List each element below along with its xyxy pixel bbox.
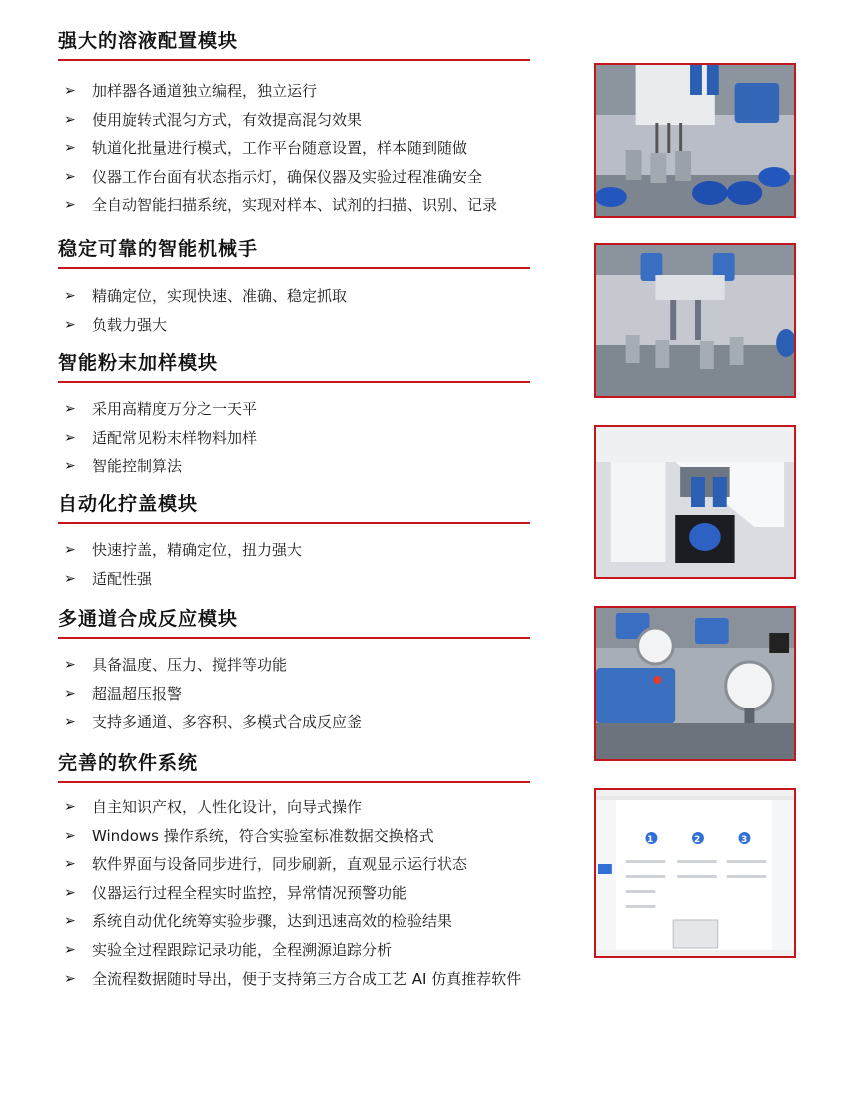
list-item xyxy=(64,536,302,565)
step-badge-2: 2 xyxy=(694,835,701,845)
list-item xyxy=(64,452,257,481)
list-item xyxy=(64,965,521,994)
list-item xyxy=(64,879,521,908)
list-item-text: 快速拧盖，精确定位，扭力强大 xyxy=(92,541,303,559)
list-item xyxy=(64,191,497,220)
list-item-text: 采用高精度万分之一天平 xyxy=(92,400,258,418)
list-item xyxy=(64,907,521,936)
list-item-text: 加样器各通道独立编程，独立运行 xyxy=(92,82,318,100)
arrow-bullet-icon: ➢ xyxy=(64,140,76,157)
solution-module-photo xyxy=(594,63,796,218)
step-badge-3: 3 xyxy=(741,835,748,845)
title-underline xyxy=(58,381,530,383)
list-item-text: 全自动智能扫描系统，实现对样本、试剂的扫描、识别、记录 xyxy=(92,196,498,215)
list-item xyxy=(64,850,521,879)
powder-dosing-photo xyxy=(594,425,796,579)
software-ui-illustration xyxy=(596,790,794,956)
section-title: 完善的软件系统 xyxy=(58,752,199,774)
section-software-system xyxy=(58,750,533,783)
arrow-bullet-icon: ➢ xyxy=(64,884,76,901)
list-item xyxy=(64,424,257,453)
arrow-bullet-icon: ➢ xyxy=(64,542,76,558)
title-underline xyxy=(58,267,530,269)
arrow-bullet-icon: ➢ xyxy=(64,570,76,587)
arrow-bullet-icon: ➢ xyxy=(64,856,76,873)
arrow-bullet-icon: ➢ xyxy=(64,685,76,702)
list-item-text: 系统自动优化统筹实验步骤，达到迅速高效的检验结果 xyxy=(92,912,453,931)
section-robot-arm xyxy=(58,236,533,269)
list-item-text: 适配性强 xyxy=(92,569,153,588)
arrow-bullet-icon: ➢ xyxy=(64,799,76,815)
list-item-text: 负载力强大 xyxy=(92,315,168,334)
list-item-text: 精确定位，实现快速、准确、稳定抓取 xyxy=(92,287,348,305)
feature-list xyxy=(64,651,362,737)
powder-dosing-illustration xyxy=(596,427,794,577)
arrow-bullet-icon: ➢ xyxy=(64,458,76,475)
arrow-bullet-icon: ➢ xyxy=(64,714,76,731)
robot-arm-illustration xyxy=(596,245,794,396)
feature-list xyxy=(64,282,347,339)
section-title: 智能粉末加样模块 xyxy=(58,352,219,374)
list-item-text: 仪器运行过程全程实时监控，异常情况预警功能 xyxy=(92,883,408,902)
list-item xyxy=(64,77,497,106)
feature-list xyxy=(64,77,497,220)
arrow-bullet-icon: ➢ xyxy=(64,429,76,446)
section-title: 多通道合成反应模块 xyxy=(58,608,239,630)
section-synthesis-reaction xyxy=(58,606,533,639)
arrow-bullet-icon: ➢ xyxy=(64,657,76,673)
arrow-bullet-icon: ➢ xyxy=(64,827,76,844)
title-underline xyxy=(58,781,530,783)
list-item-text: 超温超压报警 xyxy=(92,684,183,703)
feature-list xyxy=(64,536,302,593)
list-item-text: 使用旋转式混匀方式，有效提高混匀效果 xyxy=(92,110,363,129)
arrow-bullet-icon: ➢ xyxy=(64,401,76,417)
arrow-bullet-icon: ➢ xyxy=(64,111,76,128)
arrow-bullet-icon: ➢ xyxy=(64,83,76,99)
arrow-bullet-icon: ➢ xyxy=(64,168,76,185)
title-underline xyxy=(58,522,530,524)
arrow-bullet-icon: ➢ xyxy=(64,913,76,930)
list-item xyxy=(64,163,497,192)
list-item-text: 具备温度、压力、搅拌等功能 xyxy=(92,656,288,674)
list-item xyxy=(64,565,302,594)
step-badge-1: 1 xyxy=(647,835,654,845)
list-item-text: 适配常见粉末样物料加样 xyxy=(92,428,258,447)
list-item-text: 自主知识产权，人性化设计，向导式操作 xyxy=(92,798,363,816)
synthesis-reactor-illustration xyxy=(596,608,794,759)
arrow-bullet-icon: ➢ xyxy=(64,970,76,987)
arrow-bullet-icon: ➢ xyxy=(64,316,76,333)
list-item-text: 支持多通道、多容积、多模式合成反应釜 xyxy=(92,713,363,732)
title-underline xyxy=(58,637,530,639)
section-capping xyxy=(58,491,533,524)
list-item-text: 全流程数据随时导出，便于支持第三方合成工艺 AI 仿真推荐软件 xyxy=(92,969,522,988)
synthesis-reactor-photo xyxy=(594,606,796,761)
list-item xyxy=(64,106,497,135)
section-title: 自动化拧盖模块 xyxy=(58,493,199,515)
feature-list xyxy=(64,793,521,993)
software-screenshot xyxy=(594,788,796,958)
list-item xyxy=(64,708,362,737)
section-title: 强大的溶液配置模块 xyxy=(58,30,239,52)
section-solution-module xyxy=(58,28,533,61)
list-item xyxy=(64,282,347,311)
list-item xyxy=(64,311,347,340)
list-item-text: 软件界面与设备同步进行，同步刷新，直观显示运行状态 xyxy=(92,855,468,874)
list-item-text: Windows 操作系统，符合实验室标准数据交换格式 xyxy=(92,826,434,845)
list-item xyxy=(64,395,257,424)
list-item-text: 仪器工作台面有状态指示灯，确保仪器及实验过程准确安全 xyxy=(92,167,483,186)
section-title: 稳定可靠的智能机械手 xyxy=(58,238,259,260)
list-item xyxy=(64,822,521,851)
section-powder-dosing xyxy=(58,350,533,383)
arrow-bullet-icon: ➢ xyxy=(64,288,76,304)
list-item xyxy=(64,793,521,822)
arrow-bullet-icon: ➢ xyxy=(64,197,76,214)
list-item-text: 实验全过程跟踪记录功能，全程溯源追踪分析 xyxy=(92,940,393,959)
arrow-bullet-icon: ➢ xyxy=(64,941,76,958)
list-item xyxy=(64,680,362,709)
title-underline xyxy=(58,59,530,61)
list-item xyxy=(64,651,362,680)
list-item-text: 轨道化批量进行模式，工作平台随意设置，样本随到随做 xyxy=(92,139,468,158)
robot-arm-photo xyxy=(594,243,796,398)
list-item-text: 智能控制算法 xyxy=(92,457,183,476)
list-item xyxy=(64,936,521,965)
feature-list xyxy=(64,395,257,481)
list-item xyxy=(64,134,497,163)
solution-module-illustration xyxy=(596,65,794,216)
